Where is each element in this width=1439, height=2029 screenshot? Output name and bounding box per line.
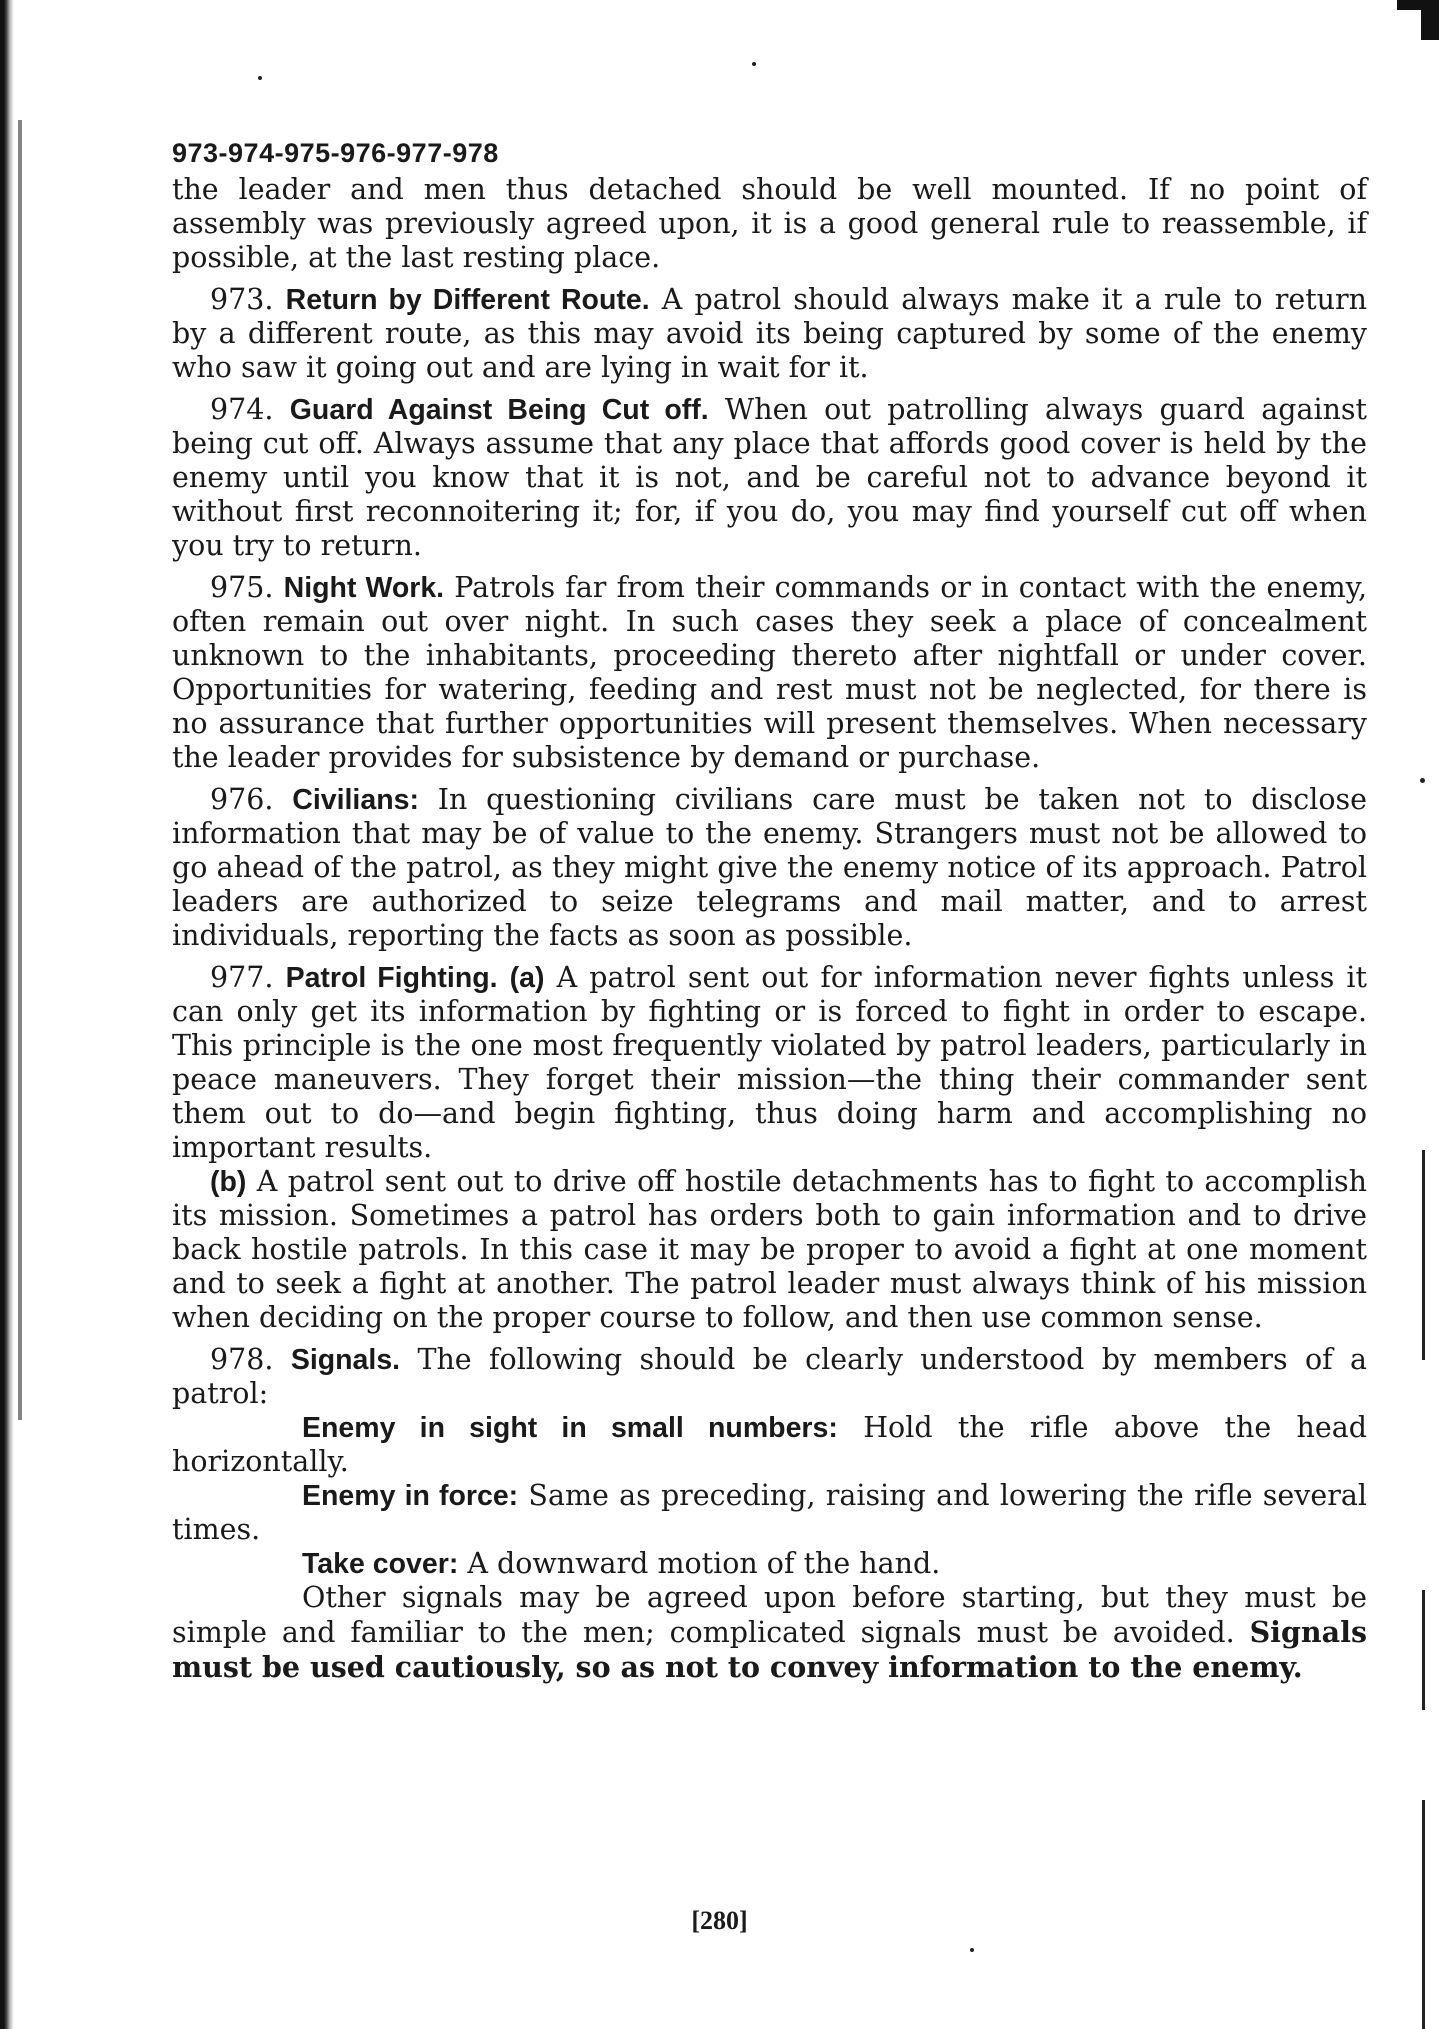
section-text: A patrol should always make it a rule to return by a different route, as this may avoid its being captured by some of the enemy who saw it going out and are lying in wait for it. <box>172 283 1368 384</box>
section-974 <box>172 393 1367 563</box>
section-977-a <box>172 961 1367 1165</box>
signal-term: Enemy in force: <box>302 1480 519 1512</box>
scan-speck <box>752 62 756 66</box>
section-text: In questioning civilians care must be taken not to disclose information that may be of value to the enemy. Strangers must not be allowed to go ahead of the patrol, as they might give the enemy notice of its approach. Patrol leaders are authorized to seize telegrams and mail matter, and to arrest individuals, reporting the facts as soon as possible. <box>172 783 1367 952</box>
section-number: 975. <box>210 571 274 604</box>
section-978 <box>172 1343 1367 1411</box>
section-heading: Signals. <box>290 1344 401 1376</box>
closing-bold-text: Signals must be used cautiously, so as not to convey information to the enemy. <box>172 1615 1367 1684</box>
signal-description: Hold the rifle above the head horizontally. <box>172 1411 1368 1478</box>
section-heading: Civilians: <box>292 784 419 816</box>
closing-plain-text: Other signals may be agreed upon before starting, but they must be simple and familiar to the men; complicated signals must be avoided. <box>172 1581 1367 1649</box>
signal-description: Same as preceding, raising and lowering the rifle several times. <box>172 1479 1367 1546</box>
scan-speck <box>970 1948 974 1952</box>
signal-term: Enemy in sight in small numbers: <box>302 1412 838 1444</box>
section-reference-header: 973-974-975-976-977-978 <box>172 138 499 168</box>
subsection-label: (b) <box>210 1166 247 1198</box>
section-number: 973. <box>210 283 274 316</box>
scan-right-edge-mark <box>1422 1590 1425 1710</box>
section-number: 974. <box>210 393 274 426</box>
signal-enemy-small-numbers <box>172 1411 1367 1479</box>
section-976 <box>172 783 1367 953</box>
section-heading: Return by Different Route. <box>285 284 650 316</box>
subsection-label: (a) <box>509 962 545 994</box>
scan-binding-edge <box>0 0 14 2029</box>
section-heading: Patrol Fighting. <box>285 962 498 994</box>
section-977-b <box>172 1165 1367 1335</box>
section-text: The following should be clearly understood by members of a patrol: <box>172 1343 1368 1410</box>
section-heading: Guard Against Being Cut off. <box>289 394 709 426</box>
page-number: [280] <box>691 1906 748 1935</box>
section-number: 978. <box>210 1343 274 1376</box>
signal-description: A downward motion of the hand. <box>458 1547 941 1580</box>
scan-speck <box>258 76 262 80</box>
section-number: 977. <box>210 961 274 994</box>
closing-paragraph <box>172 1581 1367 1685</box>
signal-enemy-in-force <box>172 1479 1367 1547</box>
section-number: 976. <box>210 783 274 816</box>
section-text: Patrols far from their commands or in contact with the enemy, often remain out over night. In such cases they seek a place of concealment unknown to the inhabitants, proceeding thereto after nightfall or under cover. Opportunities for watering, feeding and rest must not be neglected, for there is no assurance that further opportunities will present themselves. When necessary the leader provides for subsistence by demand or purchase. <box>172 571 1368 774</box>
section-heading: Night Work. <box>283 572 445 604</box>
document-page <box>172 138 1367 1685</box>
scan-right-edge-mark <box>1422 1150 1425 1360</box>
section-text: A patrol sent out to drive off hostile detachments has to fight to accomplish its mission. Sometimes a patrol has orders both to gain information and to drive back hostile patrols. In this case it may be proper to avoid a fight at one moment and to seek a fight at another. The patrol leader must always think of his mission when deciding on the proper course to follow, and then use common sense. <box>172 1165 1367 1334</box>
scan-corner-mark <box>1421 0 1439 40</box>
scan-speck <box>1420 778 1425 783</box>
intro-paragraph: the leader and men thus detached should be well mounted. If no point of assembly was previously agreed upon, it is a good general rule to reassemble, if possible, at the last resting place. <box>172 173 1367 274</box>
section-975 <box>172 571 1367 775</box>
signal-term: Take cover: <box>302 1548 459 1580</box>
section-973 <box>172 283 1367 385</box>
scan-corner-tick <box>1397 0 1421 10</box>
section-text: A patrol sent out for information never fights unless it can only get its information by fighting or is forced to fight in order to escape. This principle is the one most frequently violated by patrol leaders, particularly in peace maneuvers. They forget their mission—the thing their commander sent them out to do—and begin fighting, thus doing harm and accomplishing no important results. <box>172 961 1367 1164</box>
section-text: When out patrolling always guard against being cut off. Always assume that any place that affords good cover is held by the enemy until you know that it is not, and be careful not to advance beyond it without first reconnoitering it; for, if you do, you may find yourself cut off when you try to return. <box>172 393 1368 562</box>
signal-take-cover <box>172 1547 1367 1581</box>
scan-binding-shadow <box>18 120 22 1420</box>
